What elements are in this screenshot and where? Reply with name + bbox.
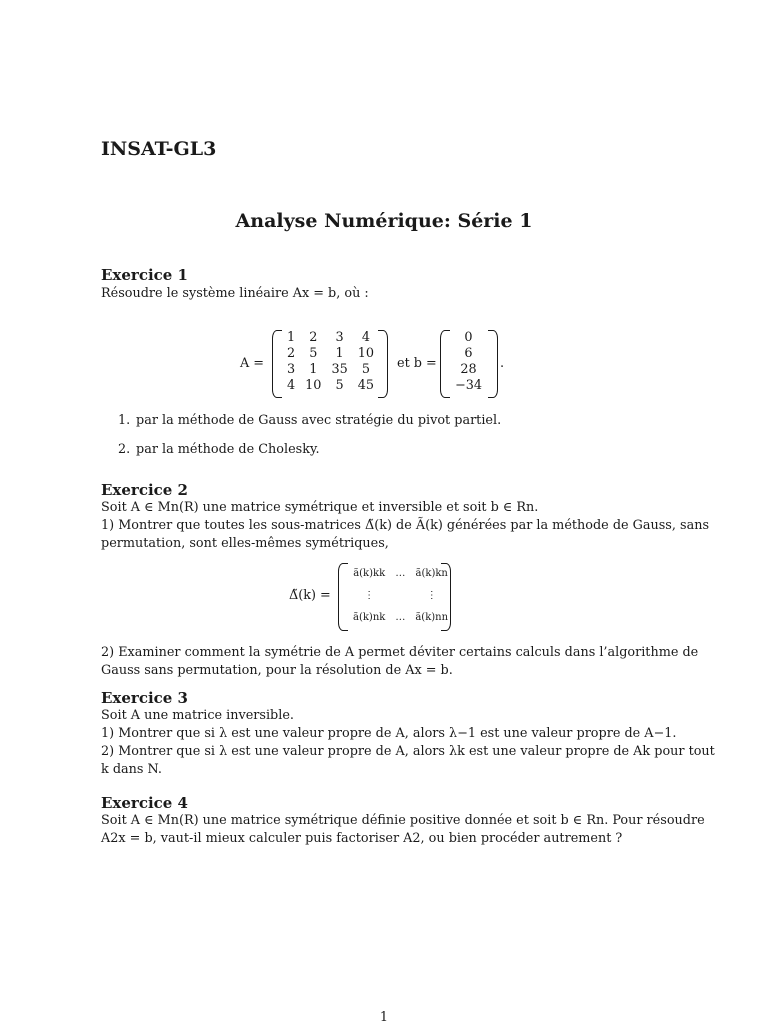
vector-b-cell-1: 6 (464, 346, 473, 361)
page-title: Analyse Numérique: Série 1 (235, 210, 533, 232)
matrix-a-cell-1-1: 5 (309, 346, 318, 361)
delta-matrix-cell-0-0: ã(k)kk (353, 568, 386, 579)
vector-b-cell-3: −34 (455, 378, 483, 393)
matrix-a-cell-3-1: 10 (305, 378, 322, 393)
delta-label: Δ̃(k) = (289, 588, 331, 603)
exercise-2-line-4: 2) Examiner comment la symétrie de A permet déviter certains calculs dans l’algorithme de (101, 645, 699, 660)
exercise-2-line-2: 1) Montrer que toutes les sous-matrices Δ̃(k) de Ã(k) générées par la méthode de Gauss, sans (101, 518, 710, 533)
delta-matrix-cell-0-2: ã(k)kn (415, 568, 448, 579)
list-item-2-text: par la méthode de Cholesky. (136, 442, 320, 457)
matrix-a (272, 330, 379, 394)
vector-b-cell-0: 0 (464, 330, 473, 345)
delta-matrix-cell-2-1: … (395, 612, 406, 623)
matrix-a-cell-2-0: 3 (287, 362, 296, 377)
exercise-2-line-3: permutation, sont elles-mêmes symétriques, (101, 536, 389, 551)
matrix-a-cell-2-1: 1 (309, 362, 318, 377)
vector-b-cell-2: 28 (460, 362, 477, 377)
matrix-a-cell-0-2: 3 (335, 330, 344, 345)
delta-matrix-cell-1-1 (390, 585, 410, 607)
matrix-a-cell-1-3: 10 (357, 346, 375, 361)
vector-b (440, 330, 487, 394)
list-item-1-number: 1. (118, 413, 131, 428)
list-item-1-text: par la méthode de Gauss avec stratégie du pivot partiel. (136, 413, 502, 428)
vector-b-label: et b = (397, 356, 437, 371)
page-number: 1 (379, 1010, 389, 1025)
matrix-a-cell-2-3: 5 (361, 362, 370, 377)
matrix-a-label: A = (240, 356, 265, 371)
course-code: INSAT-GL3 (101, 138, 217, 160)
delta-matrix-cell-2-2: ã(k)nn (415, 612, 449, 623)
matrix-a-cell-0-0: 1 (287, 330, 296, 345)
matrix-a-cell-1-0: 2 (287, 346, 296, 361)
exercise-3-line-2: 1) Montrer que si λ est une valeur propre de A, alors λ−1 est une valeur propre de A−1. (101, 726, 677, 741)
delta-matrix-cell-2-0: ã(k)nk (353, 612, 386, 623)
exercise-2-line-1: Soit A ∈ Mn(R) une matrice symétrique et inversible et soit b ∈ Rn. (101, 500, 539, 515)
delta-matrix-cell-1-2: ⋮ (426, 590, 437, 601)
end-dot: . (500, 356, 505, 371)
delta-matrix-cell-0-1: … (395, 568, 406, 579)
exercise-3-line-1: Soit A une matrice inversible. (101, 708, 294, 723)
delta-matrix (338, 563, 453, 629)
exercise-3-heading: Exercice 3 (101, 689, 188, 707)
exercise-1-intro: Résoudre le système linéaire Ax = b, où : (101, 286, 369, 301)
matrix-a-cell-3-2: 5 (335, 378, 344, 393)
matrix-a-cell-2-2: 35 (331, 362, 348, 377)
exercise-2-line-5: Gauss sans permutation, pour la résolution de Ax = b. (101, 663, 453, 678)
exercise-2-heading: Exercice 2 (101, 481, 188, 499)
exercise-3-line-4: k dans N. (101, 762, 162, 777)
exercise-4-heading: Exercice 4 (101, 794, 188, 812)
exercise-1-heading: Exercice 1 (101, 266, 188, 284)
matrix-a-cell-1-2: 1 (335, 346, 344, 361)
list-item-2-number: 2. (118, 442, 131, 457)
exercise-4-line-1: Soit A ∈ Mn(R) une matrice symétrique définie positive donnée et soit b ∈ Rn. Pour résoudre (101, 813, 705, 828)
matrix-a-cell-3-0: 4 (287, 378, 296, 393)
exercise-4-line-2: A2x = b, vaut-il mieux calculer puis factoriser A2, ou bien procéder autrement ? (101, 831, 623, 846)
matrix-a-cell-0-1: 2 (309, 330, 318, 345)
matrix-a-cell-0-3: 4 (361, 330, 370, 345)
delta-matrix-cell-1-0: ⋮ (364, 590, 375, 601)
exercise-3-line-3: 2) Montrer que si λ est une valeur propre de A, alors λk est une valeur propre de Ak pour tout (101, 744, 715, 759)
matrix-a-cell-3-3: 45 (357, 378, 375, 393)
